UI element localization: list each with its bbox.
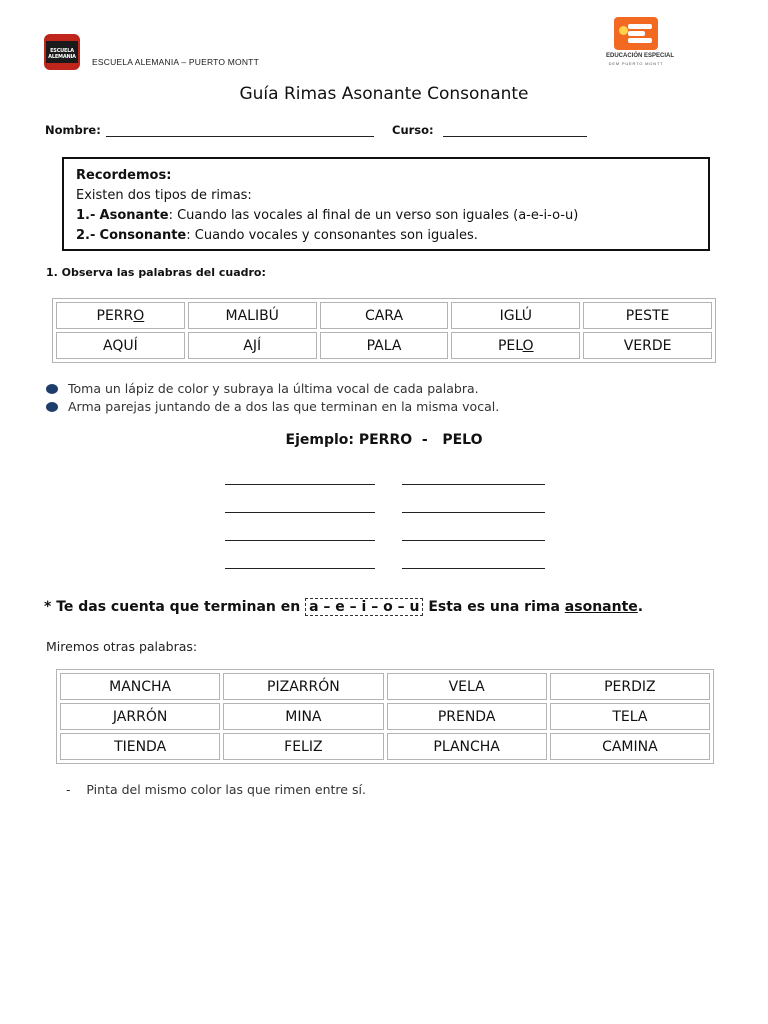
answer-line[interactable]: [225, 540, 375, 541]
word-cell: PALA: [320, 332, 449, 359]
word-cell: TIENDA: [60, 733, 220, 760]
word-cell: MALIBÚ: [188, 302, 317, 329]
course-label: Curso:: [392, 123, 434, 137]
word-cell: PIZARRÓN: [223, 673, 383, 700]
item-text: : Cuando las vocales al final de un verso son iguales (a-e-i-o-u): [168, 208, 579, 223]
item-term: Asonante: [99, 208, 169, 223]
item-text: : Cuando vocales y consonantes son iguales.: [186, 228, 478, 243]
word-cell: PERRO: [56, 302, 185, 329]
item-number: 2.-: [76, 228, 96, 243]
bullet-dot-icon: [46, 402, 58, 412]
name-field[interactable]: [106, 136, 374, 137]
item-term: Consonante: [99, 228, 187, 243]
special-education-logo: [606, 17, 675, 67]
logo-subcaption: DEM PUERTO MONTT: [608, 61, 664, 66]
vowels-box: a – e – i – o – u: [305, 598, 423, 616]
paint-task: [66, 782, 366, 797]
reminder-item: [76, 206, 696, 226]
reminder-intro: Existen dos tipos de rimas:: [76, 188, 252, 203]
example-label: Ejemplo:: [285, 432, 354, 448]
word-table-2: [56, 669, 714, 764]
answer-line[interactable]: [225, 512, 375, 513]
example-separator: -: [421, 432, 428, 448]
answer-line[interactable]: [402, 512, 545, 513]
item-number: 1.-: [76, 208, 96, 223]
word-cell: PLANCHA: [387, 733, 547, 760]
word-cell: PELO: [451, 332, 580, 359]
word-cell: VERDE: [583, 332, 712, 359]
logo-caption: EDUCACIÓN ESPECIAL: [606, 53, 675, 59]
bullet-item: Arma parejas juntando de a dos las que terminan en la misma vocal.: [46, 399, 499, 414]
page-title: Guía Rimas Asonante Consonante: [239, 84, 529, 104]
answer-line[interactable]: [225, 568, 375, 569]
answer-line[interactable]: [402, 484, 545, 485]
bullet-item: Toma un lápiz de color y subraya la última vocal de cada palabra.: [46, 381, 479, 396]
task-marker: -: [66, 782, 71, 797]
table-row: [56, 302, 712, 329]
word-cell: MINA: [223, 703, 383, 730]
word-cell: TELA: [550, 703, 710, 730]
note-end: .: [637, 599, 644, 615]
asonante-note: [44, 598, 643, 616]
school-logo: [44, 34, 80, 70]
reminder-heading: Recordemos:: [76, 168, 172, 183]
table-row: [60, 703, 710, 730]
word-cell: MANCHA: [60, 673, 220, 700]
table-row: [60, 733, 710, 760]
table-row: [60, 673, 710, 700]
reminder-item: [76, 226, 696, 246]
name-label: Nombre:: [45, 123, 101, 137]
answer-line[interactable]: [225, 484, 375, 485]
note-start: * Te das cuenta que terminan en: [44, 599, 301, 615]
school-logo-text: ESCUELA ALEMANIA: [48, 48, 76, 60]
word-cell: CARA: [320, 302, 449, 329]
course-field[interactable]: [443, 136, 587, 137]
word-cell: IGLÚ: [451, 302, 580, 329]
note-middle: Esta es una rima: [428, 599, 560, 615]
task-text: Pinta del mismo color las que rimen entre sí.: [86, 782, 366, 797]
answer-line[interactable]: [402, 568, 545, 569]
example-word-b: PELO: [442, 432, 483, 448]
bullet-dot-icon: [46, 384, 58, 394]
reminder-box: [62, 157, 710, 251]
word-cell: JARRÓN: [60, 703, 220, 730]
word-cell: AJÍ: [188, 332, 317, 359]
answer-line[interactable]: [402, 540, 545, 541]
word-table-1: [52, 298, 716, 363]
word-cell: PESTE: [583, 302, 712, 329]
word-cell: PERDIZ: [550, 673, 710, 700]
word-cell: CAMINA: [550, 733, 710, 760]
word-cell: FELIZ: [223, 733, 383, 760]
note-term: asonante: [564, 599, 638, 615]
school-name: ESCUELA ALEMANIA – PUERTO MONTT: [92, 57, 259, 67]
word-cell: VELA: [387, 673, 547, 700]
word-cell: AQUÍ: [56, 332, 185, 359]
example: [0, 432, 768, 448]
section-2-intro: Miremos otras palabras:: [46, 639, 198, 654]
table-row: [56, 332, 712, 359]
word-cell: PRENDA: [387, 703, 547, 730]
example-word-a: PERRO: [358, 432, 413, 448]
instruction-1: 1. Observa las palabras del cuadro:: [46, 266, 266, 279]
